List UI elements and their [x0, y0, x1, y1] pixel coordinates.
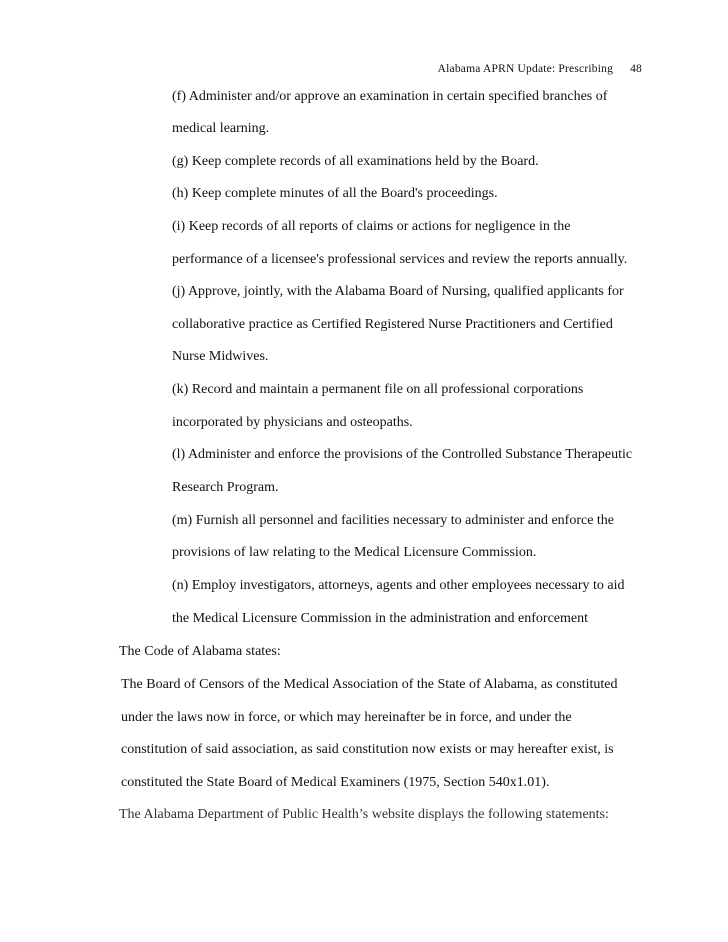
list-line: Research Program. [172, 480, 279, 495]
quote-line: constituted the State Board of Medical Examiners (1975, Section 540x1.01). [121, 775, 550, 790]
code-intro: The Code of Alabama states: [119, 644, 281, 659]
quote-line: under the laws now in force, or which may hereinafter be in force, and under the [121, 710, 572, 725]
quote-line: constitution of said association, as said constitution now exists or may hereafter exist, is [121, 742, 614, 757]
list-line: (m) Furnish all personnel and facilities necessary to administer and enforce the [172, 513, 615, 528]
list-line: collaborative practice as Certified Registered Nurse Practitioners and Certified [172, 317, 613, 332]
list-line: (i) Keep records of all reports of claims or actions for negligence in the [172, 219, 571, 234]
list-line: medical learning. [172, 121, 270, 136]
list-line: (f) Administer and/or approve an examination in certain specified branches of [172, 89, 608, 104]
running-header [438, 63, 642, 75]
running-title: Alabama APRN Update: Prescribing [437, 63, 614, 75]
list-line: (j) Approve, jointly, with the Alabama Board of Nursing, qualified applicants for [172, 284, 624, 299]
website-intro: The Alabama Department of Public Health’s website displays the following statements: [119, 807, 609, 822]
list-line: performance of a licensee's professional services and review the reports annually. [172, 252, 628, 267]
page-number: 48 [630, 63, 642, 75]
list-line: the Medical Licensure Commission in the administration and enforcement [172, 611, 589, 626]
list-line: (n) Employ investigators, attorneys, agents and other employees necessary to aid [172, 578, 625, 593]
list-line: (k) Record and maintain a permanent file on all professional corporations [172, 382, 584, 397]
list-line: (g) Keep complete records of all examinations held by the Board. [172, 154, 539, 169]
quote-line: The Board of Censors of the Medical Association of the State of Alabama, as constituted [121, 677, 618, 692]
list-line: (l) Administer and enforce the provisions of the Controlled Substance Therapeutic [172, 447, 633, 462]
list-line: provisions of law relating to the Medical Licensure Commission. [172, 545, 537, 560]
list-line: incorporated by physicians and osteopaths. [172, 415, 413, 430]
list-line: Nurse Midwives. [172, 349, 269, 364]
list-line: (h) Keep complete minutes of all the Board's proceedings. [172, 186, 498, 201]
